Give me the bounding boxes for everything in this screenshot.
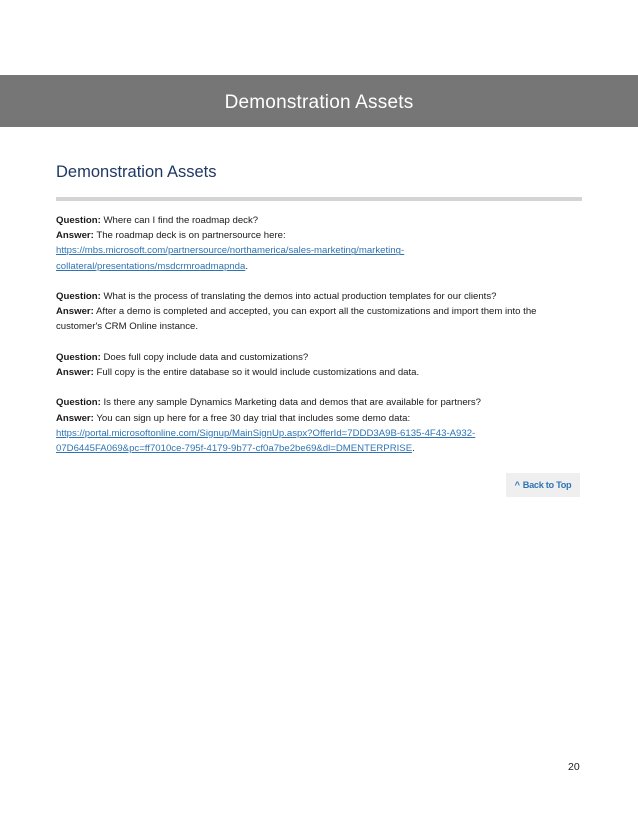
- faq-item: [56, 289, 586, 335]
- answer-link-paragraph: https://portal.microsoftonline.com/Signup/MainSignUp.aspx?OfferId=7DDD3A9B-6135-4F43-A932- 07D6445FA069&pc=ff7010ce-795f-4179-9b77-cf0a7be2be69&dl=DMENTERPRISE.: [56, 427, 476, 454]
- answer-link-paragraph: https://mbs.microsoft.com/partnersource/northamerica/sales-marketing/marketing- collateral/presentations/msdcrmroadmapnda.: [56, 245, 405, 272]
- back-to-top-label: Back to Top: [522, 480, 572, 490]
- faq-item: [56, 395, 586, 456]
- banner-title: Demonstration Assets: [224, 92, 414, 113]
- roadmap-link[interactable]: https://mbs.microsoft.com/partnersource/northamerica/sales-marketing/marketing- collateral/presentations/msdcrmroadmapnda: [56, 245, 405, 272]
- answer: Answer: You can sign up here for a free 30 day trial that includes some demo data:: [56, 412, 411, 424]
- question: Question: What is the process of translating the demos into actual production templates for our clients?: [56, 291, 497, 302]
- answer: Answer: The roadmap deck is on partnersource here:: [56, 230, 286, 242]
- section-heading: Demonstration Assets: [56, 163, 217, 181]
- question: Question: Where can I find the roadmap deck?: [56, 215, 259, 226]
- question: Question: Does full copy include data and customizations?: [56, 351, 309, 363]
- caret-up-icon: ^: [514, 480, 520, 490]
- question: Question: Is there any sample Dynamics Marketing data and demos that are available for partners?: [56, 397, 482, 409]
- answer: Answer: Full copy is the entire database so it would include customizations and data.: [56, 367, 420, 378]
- faq-content: [56, 213, 586, 471]
- heading-divider: [56, 197, 582, 201]
- answer: Answer: After a demo is completed and accepted, you can export all the customizations and import them into the customer's CRM Online instance.: [56, 306, 537, 333]
- header-banner: [0, 75, 638, 127]
- back-to-top-button[interactable]: [506, 473, 580, 497]
- faq-item: [56, 213, 586, 274]
- page-number: 20: [568, 761, 580, 773]
- faq-item: [56, 350, 586, 380]
- trial-signup-link[interactable]: https://portal.microsoftonline.com/Signup/MainSignUp.aspx?OfferId=7DDD3A9B-6135-4F43-A932- 07D6445FA069&pc=ff7010ce-795f-4179-9b77-cf0a7be2be69&dl=DMENTERPRISE: [56, 427, 476, 454]
